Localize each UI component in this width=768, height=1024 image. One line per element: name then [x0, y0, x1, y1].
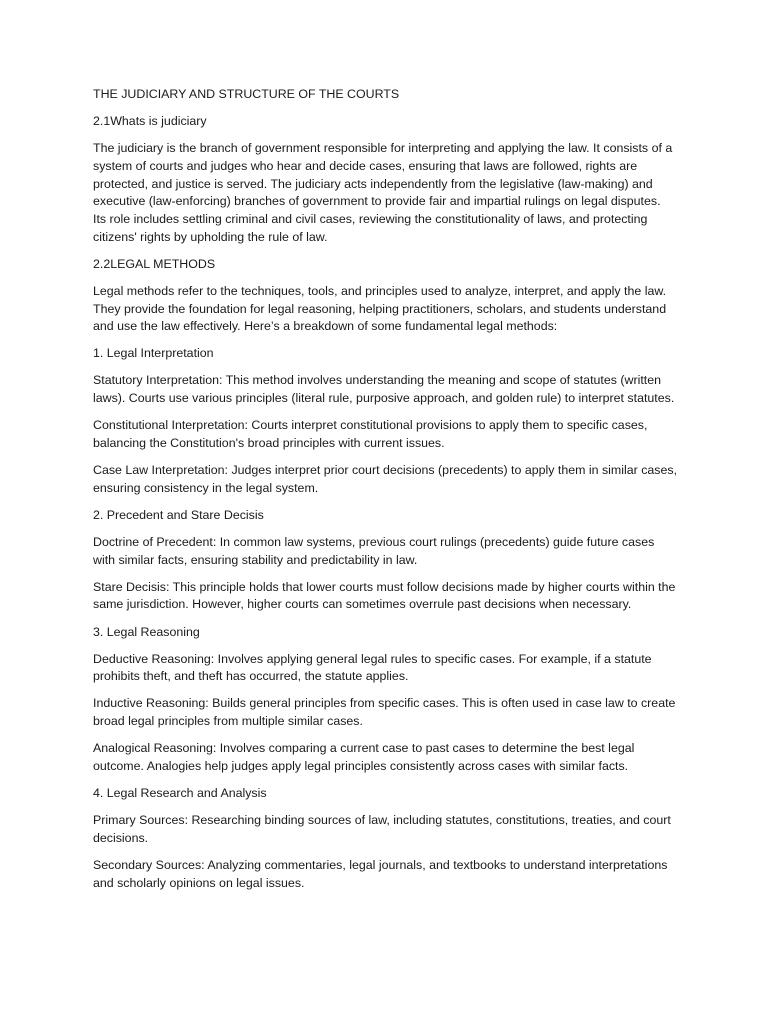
document-title: THE JUDICIARY AND STRUCTURE OF THE COURTS [93, 87, 400, 101]
heading-legal-interpretation: 1. Legal Interpretation [93, 346, 214, 361]
paragraph-secondary-sources: Secondary Sources: Analyzing commentaries, legal journals, and textbooks to understand interpretations and scholarly opinions on legal issues. [93, 857, 668, 890]
paragraph-stare-decisis: Stare Decisis: This principle holds that lower courts must follow decisions made by higher courts within the same jurisdiction. However, higher courts can sometimes overrule past decisions when necessary. [93, 579, 676, 612]
heading-what-is-judiciary: 2.1Whats is judiciary [93, 114, 207, 129]
paragraph-legal-methods-intro: Legal methods refer to the techniques, tools, and principles used to analyze, interpret, and apply the law. They provide the foundation for legal reasoning, helping practitioners, scholars, and students understand and use the law effectively. Here’s a breakdown of some fundamental legal methods: [93, 283, 667, 334]
heading-legal-methods: 2.2LEGAL METHODS [93, 256, 216, 271]
paragraph-doctrine-of-precedent: Doctrine of Precedent: In common law systems, previous court rulings (precedents) guide future cases with similar facts, ensuring stability and predictability in law. [93, 534, 655, 567]
paragraph-analogical-reasoning: Analogical Reasoning: Involves comparing a current case to past cases to determine the best legal outcome. Analogies help judges apply legal principles consistently across cases with similar facts. [93, 741, 635, 773]
paragraph-statutory-interpretation: Statutory Interpretation: This method involves understanding the meaning and scope of statutes (written laws). Courts use various principles (literal rule, purposive approach, and golden rule) to interpret statutes. [93, 373, 675, 406]
heading-precedent-stare-decisis: 2. Precedent and Stare Decisis [93, 507, 264, 522]
paragraph-deductive-reasoning: Deductive Reasoning: Involves applying general legal rules to specific cases. For example, if a statute prohibits theft, and theft has occurred, the statute applies. [93, 651, 652, 684]
paragraph-primary-sources: Primary Sources: Researching binding sources of law, including statutes, constitutions, treaties, and court decisions. [93, 813, 671, 845]
paragraph-judiciary-definition: The judiciary is the branch of government responsible for interpreting and applying the law. It consists of a system of courts and judges who hear and decide cases, ensuring that laws are followed, rights are protected, and justice is served. The judiciary acts independently from the legislative (law-making) and executive (law-enforcing) branches of government to provide fair and impartial rulings on legal disputes. Its role includes settling criminal and civil cases, reviewing the constitutionality of laws, and protecting citizens' rights by upholding the rule of law. [93, 141, 673, 244]
heading-legal-research-analysis: 4. Legal Research and Analysis [93, 786, 267, 801]
paragraph-constitutional-interpretation: Constitutional Interpretation: Courts interpret constitutional provisions to apply them to specific cases, balancing the Constitution's broad principles with current issues. [93, 418, 648, 450]
paragraph-inductive-reasoning: Inductive Reasoning: Builds general principles from specific cases. This is often used in case law to create broad legal principles from multiple similar cases. [93, 696, 676, 729]
heading-legal-reasoning: 3. Legal Reasoning [93, 624, 200, 639]
document-page [93, 86, 677, 902]
paragraph-case-law-interpretation: Case Law Interpretation: Judges interpret prior court decisions (precedents) to apply them in similar cases, ensuring consistency in the legal system. [93, 463, 678, 495]
